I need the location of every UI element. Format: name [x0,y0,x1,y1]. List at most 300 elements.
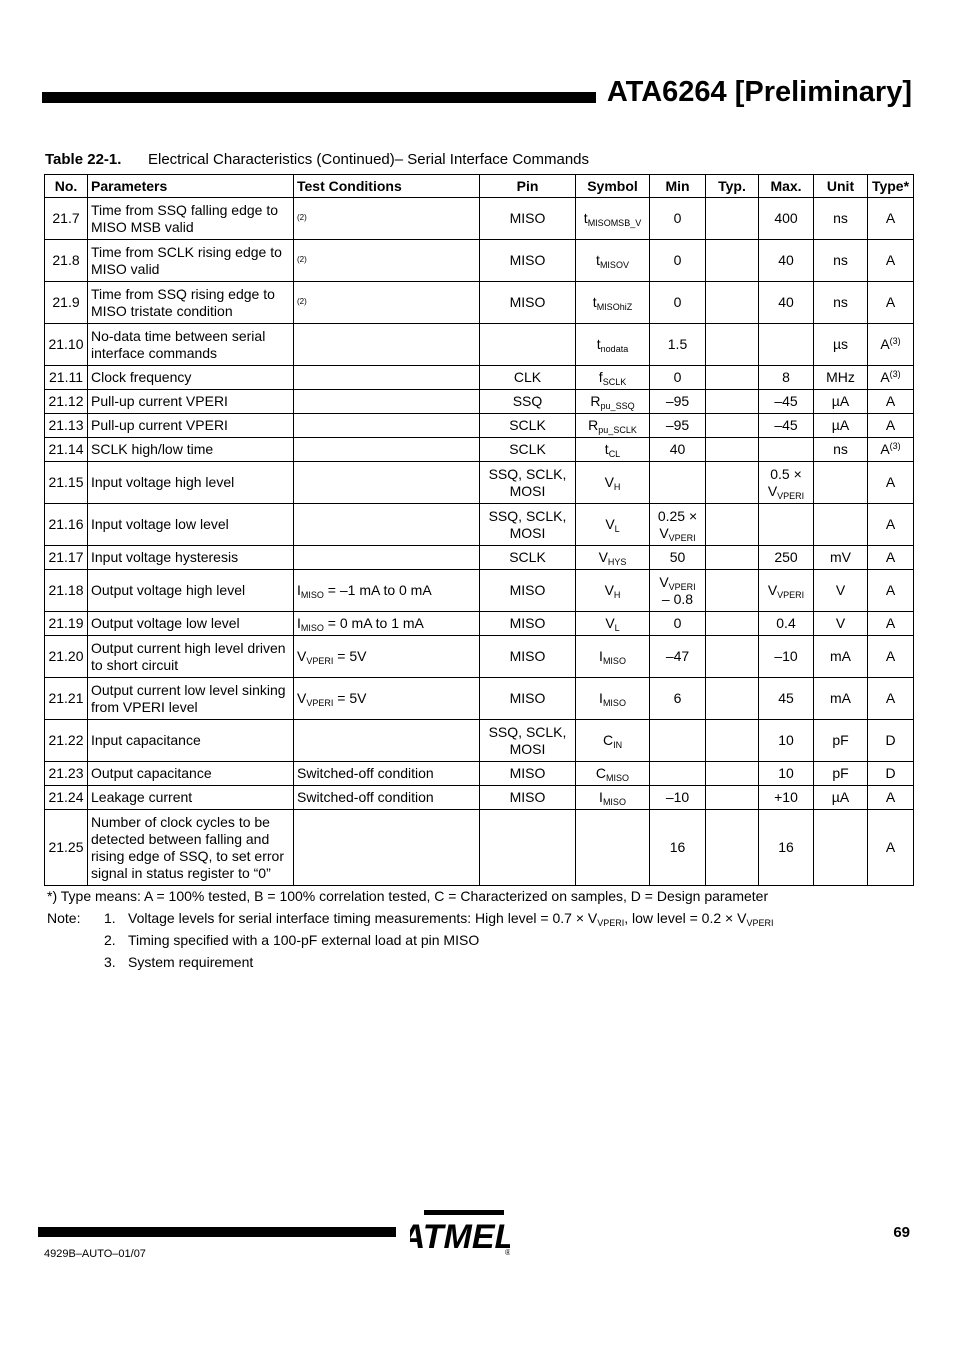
max-value: 10 [778,732,794,748]
cell-unit [814,198,868,240]
cell-test-condition [294,414,480,438]
table-caption-text: Electrical Characteristics (Continued)– Serial Interface Commands [148,151,590,168]
cell-typ [706,240,759,282]
cell-min [650,282,706,324]
cell-max [759,570,814,612]
cell-type [868,612,914,636]
atmel-logo [410,1208,510,1263]
cell-min [650,720,706,762]
parameter-text: No-data time between serial interface commands [91,327,266,361]
cell-unit [814,366,868,390]
parameter-text: Output current low level sinking from VPERI level [91,681,286,715]
cell-max [759,324,814,366]
symbol-text: f [598,369,603,385]
symbol-text: I [599,690,603,706]
cell-symbol [576,612,650,636]
cell-min [650,504,706,546]
header-rule [42,92,596,103]
col-header-test-conditions: Test Conditions [294,175,480,198]
cell-pin [480,462,576,504]
type-legend: *) Type means: A = 100% tested, B = 100% correlation tested, C = Characterized on samples, D = Design parameter [47,888,769,904]
cell-max [759,720,814,762]
symbol-text: R [588,417,599,433]
type-code: A [885,615,896,631]
cell-max [759,366,814,390]
cell-unit [814,390,868,414]
row-number: 21.24 [48,789,84,805]
parameter-text: Time from SSQ rising edge to MISO tristate condition [91,285,275,319]
symbol-subscript: MISOMSB_V [587,218,642,228]
cell-typ [706,612,759,636]
unit-text: ns [833,252,848,268]
cell-parameter [88,240,294,282]
cell-typ [706,390,759,414]
max-value: –45 [774,393,798,409]
cell-test-condition [294,198,480,240]
cell-type [868,390,914,414]
cell-typ [706,462,759,504]
cell-typ [706,366,759,390]
min-subscript: VPERI [668,581,696,592]
table-row [45,282,914,324]
parameter-text: Leakage current [91,789,193,805]
parameter-text: Input voltage low level [91,516,229,532]
row-number: 21.18 [48,582,84,598]
cell-min [650,240,706,282]
type-code: A [880,369,890,385]
parameter-text: Output current high level driven to short circuit [91,639,286,673]
min-value: – 0.8 [661,590,694,607]
cell-no [45,546,88,570]
cell-type [868,240,914,282]
cell-symbol [576,504,650,546]
cell-parameter [88,438,294,462]
table-row [45,366,914,390]
min-value: 0 [673,252,682,268]
symbol-text: t [596,336,601,352]
cell-no [45,414,88,438]
cell-pin [480,504,576,546]
min-value: V [659,524,669,541]
min-value: 0 [673,294,682,310]
cell-type [868,414,914,438]
pin-text: CLK [513,369,542,385]
cell-typ [706,762,759,786]
cell-symbol [576,636,650,678]
cell-max [759,504,814,546]
table-notes [47,888,773,976]
cell-pin [480,678,576,720]
cell-symbol [576,762,650,786]
symbol-subscript: MISO [602,698,626,708]
min-value: V [659,573,669,590]
cell-max [759,438,814,462]
symbol-text: I [599,648,603,664]
cell-unit [814,240,868,282]
max-value: 0.4 [776,615,796,631]
type-code: A [880,336,890,352]
symbol-subscript: nodata [600,344,629,354]
unit-text: µA [831,393,850,409]
logo-wordmark: TMEL [422,1218,510,1256]
max-value: 16 [778,839,794,855]
cell-parameter [88,678,294,720]
cell-max [759,414,814,438]
cell-unit [814,546,868,570]
col-header-parameters: Parameters [88,175,294,198]
note-text: Timing specified with a 100-pF external load at pin MISO [128,932,480,948]
cell-typ [706,414,759,438]
cell-no [45,636,88,678]
col-header-min: Min [650,175,706,198]
min-value: –10 [665,789,690,805]
cell-parameter [88,612,294,636]
cell-type [868,810,914,886]
pin-text: MISO [509,789,546,805]
unit-text: V [835,615,846,631]
parameter-text: Number of clock cycles to be detected between falling and rising edge of SSQ, to set error signal in status register to “0” [91,813,284,881]
pin-text: MISO [509,252,546,268]
type-footnote: (3) [889,336,901,346]
table-row [45,786,914,810]
unit-text: ns [833,294,848,310]
cell-min [650,810,706,886]
cell-pin [480,720,576,762]
type-code: A [885,582,896,598]
min-value: 0 [673,615,682,631]
cell-type [868,438,914,462]
document-code: 4929B–AUTO–01/07 [44,1248,146,1260]
row-number: 21.8 [52,252,80,268]
row-number: 21.20 [48,648,84,664]
note-number: 1. [104,910,116,926]
cell-unit [814,762,868,786]
row-number: 21.7 [52,210,80,226]
cell-symbol [576,438,650,462]
cell-no [45,198,88,240]
row-number: 21.14 [48,441,84,457]
cell-no [45,504,88,546]
cell-min [650,612,706,636]
symbol-text: t [604,441,609,457]
footnote-ref: (2) [297,255,307,264]
symbol-subscript: L [614,623,620,633]
row-number: 21.25 [48,839,84,855]
cell-max [759,240,814,282]
cell-parameter [88,636,294,678]
col-header-unit: Unit [814,175,868,198]
symbol-text: C [595,765,607,781]
cell-no [45,390,88,414]
cell-min [650,324,706,366]
condition-text: = 5V [333,690,367,706]
type-code: A [880,441,890,457]
cell-unit [814,462,868,504]
cell-min [650,546,706,570]
cell-symbol [576,198,650,240]
pin-text: SCLK [509,441,546,457]
type-code: A [885,417,896,433]
max-value: 40 [778,252,794,268]
table-row [45,720,914,762]
cell-type [868,762,914,786]
col-header-symbol: Symbol [576,175,650,198]
cell-pin [480,414,576,438]
pin-text: MISO [509,210,546,226]
max-value: V [767,582,778,598]
cell-pin [480,438,576,462]
col-header-no: No. [45,175,88,198]
cell-type [868,198,914,240]
symbol-subscript: CL [608,449,621,459]
cell-type [868,786,914,810]
cell-min [650,366,706,390]
max-value: 8 [782,369,790,385]
symbol-subscript: HYS [607,557,627,567]
condition-subscript: MISO [300,590,324,600]
table-row [45,462,914,504]
unit-text: µA [831,789,850,805]
cell-typ [706,720,759,762]
pin-text: SCLK [509,417,546,433]
pin-text: MISO [509,294,546,310]
pin-text: SSQ, SCLK, MOSI [488,723,567,757]
cell-min [650,762,706,786]
cell-max [759,390,814,414]
row-number: 21.12 [48,393,84,409]
cell-parameter [88,198,294,240]
cell-min [650,570,706,612]
condition-subscript: MISO [300,623,324,633]
max-value: 400 [774,210,798,226]
note-1 [47,910,773,932]
type-code: D [885,732,896,748]
table-row [45,570,914,612]
cell-unit [814,414,868,438]
table-row [45,546,914,570]
cell-test-condition [294,366,480,390]
cell-pin [480,786,576,810]
pin-text: MISO [509,582,546,598]
cell-no [45,570,88,612]
row-number: 21.22 [48,732,84,748]
note-2 [47,932,773,954]
cell-min [650,462,706,504]
cell-no [45,282,88,324]
max-value: 10 [778,765,794,781]
parameter-text: Clock frequency [91,369,192,385]
min-value: –95 [665,417,690,433]
max-value: +10 [774,789,798,805]
cell-pin [480,810,576,886]
cell-no [45,810,88,886]
max-subscript: VPERI [777,590,805,600]
cell-parameter [88,390,294,414]
cell-no [45,678,88,720]
cell-symbol [576,720,650,762]
cell-symbol [576,282,650,324]
col-header-max: Max. [759,175,814,198]
cell-typ [706,546,759,570]
type-code: A [885,789,896,805]
type-code: A [885,474,896,490]
min-value: 0 [673,369,682,385]
cell-symbol [576,240,650,282]
condition-text: Switched-off condition [297,765,434,781]
cell-typ [706,678,759,720]
type-code: A [885,839,896,855]
table-header-row [45,175,914,198]
note-subscript: VPERI [597,918,625,928]
col-header-type: Type* [868,175,914,198]
parameter-text: Output voltage high level [91,582,246,598]
parameter-text: SCLK high/low time [91,441,214,457]
cell-min [650,786,706,810]
type-footnote: (3) [889,441,901,451]
condition-subscript: VPERI [306,656,334,666]
row-number: 21.13 [48,417,84,433]
pin-text: SCLK [509,549,546,565]
cell-unit [814,324,868,366]
parameter-text: Input voltage hysteresis [91,549,239,565]
min-value: 0.25 × [657,507,698,524]
cell-unit [814,504,868,546]
symbol-text: V [605,516,615,532]
symbol-subscript: pu_SCLK [598,425,637,435]
max-value: 45 [778,690,794,706]
cell-type [868,546,914,570]
type-code: A [885,294,896,310]
unit-text: MHz [826,369,855,385]
cell-max [759,282,814,324]
cell-unit [814,612,868,636]
pin-text: MISO [509,765,546,781]
table-row [45,414,914,438]
cell-parameter [88,504,294,546]
type-code: A [885,549,896,565]
cell-test-condition [294,282,480,324]
condition-text: = 0 mA to 1 mA [323,615,424,631]
cell-no [45,240,88,282]
type-code: D [885,765,896,781]
cell-symbol [576,570,650,612]
min-value: 1.5 [667,336,688,352]
symbol-text: V [604,474,614,490]
min-value: 50 [669,549,686,565]
condition-text: V [297,690,307,706]
max-value: –45 [774,417,798,433]
table-row [45,612,914,636]
cell-pin [480,546,576,570]
cell-min [650,198,706,240]
page-title: ATA6264 [Preliminary] [606,76,912,108]
pin-text: MISO [509,615,546,631]
cell-test-condition [294,324,480,366]
cell-type [868,678,914,720]
cell-typ [706,786,759,810]
symbol-subscript: MISOV [599,260,629,270]
cell-test-condition [294,438,480,462]
condition-text: = 5V [333,648,367,664]
table-row [45,504,914,546]
symbol-text: t [596,252,600,268]
type-code: A [885,516,896,532]
cell-min [650,636,706,678]
cell-parameter [88,810,294,886]
pin-text: SSQ [512,393,543,409]
row-number: 21.10 [48,336,84,352]
cell-unit [814,438,868,462]
cell-pin [480,570,576,612]
type-footnote: (3) [889,369,901,379]
table-caption-label: Table 22-1. [45,151,122,168]
col-header-pin: Pin [480,175,576,198]
min-value: 40 [669,441,686,457]
cell-parameter [88,282,294,324]
cell-type [868,720,914,762]
cell-test-condition [294,240,480,282]
table-row [45,678,914,720]
note-3 [47,954,773,976]
symbol-subscript: MISO [602,656,626,666]
symbol-subscript: L [614,524,620,534]
cell-test-condition [294,546,480,570]
max-value: 250 [774,549,798,565]
cell-no [45,438,88,462]
cell-pin [480,762,576,786]
row-number: 21.17 [48,549,84,565]
cell-max [759,636,814,678]
unit-text: mA [830,648,851,664]
max-subscript: VPERI [777,490,805,501]
cell-parameter [88,462,294,504]
parameter-text: Output voltage low level [91,615,240,631]
cell-unit [814,810,868,886]
cell-max [759,612,814,636]
symbol-text: R [590,393,601,409]
cell-parameter [88,324,294,366]
cell-max [759,198,814,240]
row-number: 21.19 [48,615,84,631]
condition-text: I [297,582,301,598]
table-caption [45,151,589,168]
cell-symbol [576,366,650,390]
cell-max [759,462,814,504]
cell-parameter [88,366,294,390]
cell-type [868,636,914,678]
symbol-subscript: H [613,590,621,600]
cell-typ [706,810,759,886]
cell-max [759,546,814,570]
unit-text: mV [830,549,851,565]
cell-symbol [576,414,650,438]
min-value: –47 [665,648,690,664]
parameter-text: Time from SSQ falling edge to MISO MSB valid [91,201,279,235]
condition-subscript: VPERI [306,698,334,708]
unit-text: ns [833,441,848,457]
condition-text: = –1 mA to 0 mA [323,582,432,598]
cell-unit [814,678,868,720]
condition-text: I [297,615,301,631]
cell-pin [480,390,576,414]
pin-text: SSQ, SCLK, MOSI [488,507,567,541]
cell-symbol [576,390,650,414]
cell-test-condition [294,390,480,414]
footnote-ref: (2) [297,213,307,222]
row-number: 21.11 [49,369,83,385]
table-row [45,438,914,462]
col-header-typ: Typ. [706,175,759,198]
